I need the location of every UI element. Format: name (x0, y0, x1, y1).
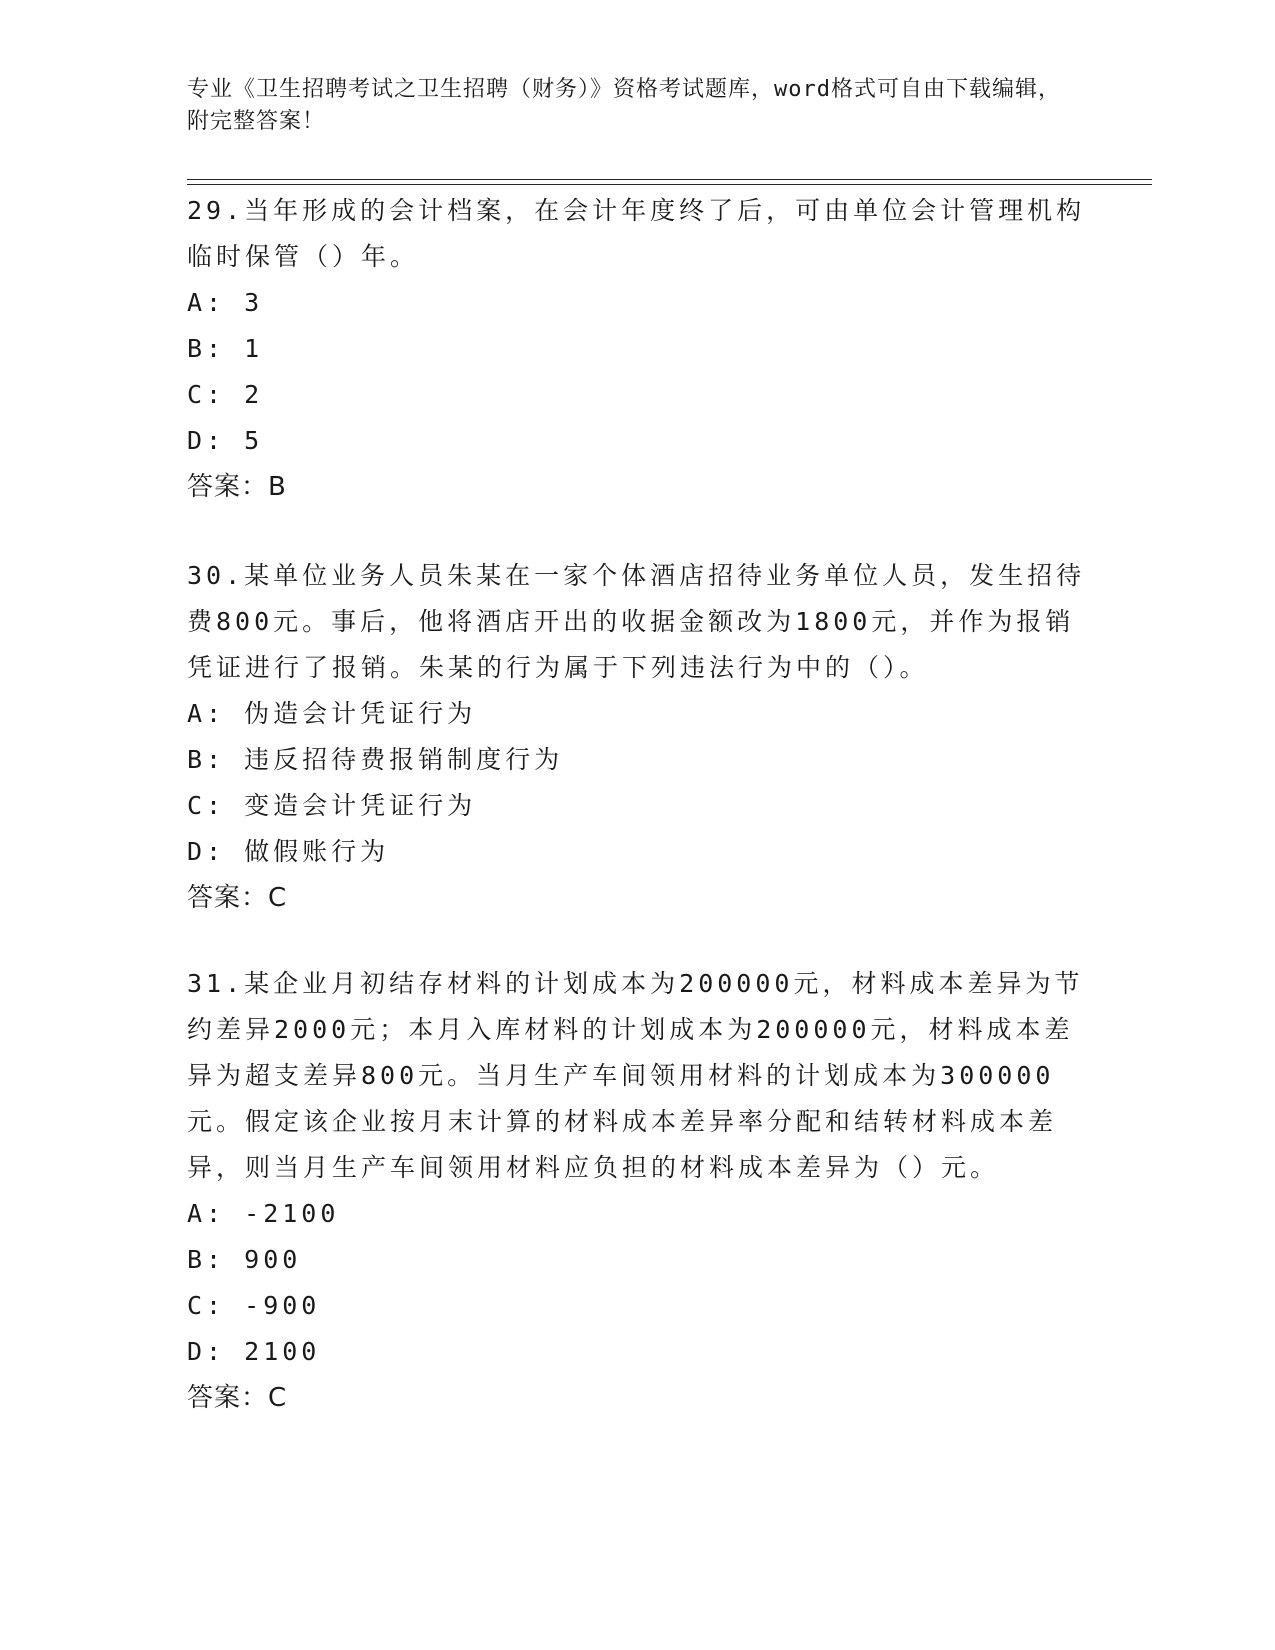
option-a: A: 3 (187, 288, 264, 317)
answer-label: 答案：C (187, 1383, 288, 1413)
option-d: D: 做假账行为 (187, 837, 390, 866)
option-b: B: 1 (187, 334, 264, 363)
answer-label: 答案：B (187, 472, 287, 502)
question-text: 30.某单位业务人员朱某在一家个体酒店招待业务单位人员，发生招待费800元。事后，他将酒店开出的收据金额改为1800元，并作为报销凭证进行了报销。朱某的行为属于下列违法行为中的（）。 (187, 561, 1086, 682)
option-c: C: 2 (187, 380, 264, 409)
question-29 (187, 188, 1087, 510)
document-header: 专业《卫生招聘考试之卫生招聘（财务）》资格考试题库，word格式可自由下载编辑，附完整答案！ (187, 77, 1061, 134)
question-text: 29.当年形成的会计档案，在会计年度终了后，可由单位会计管理机构临时保管（）年。 (187, 196, 1086, 271)
option-c: C: 变造会计凭证行为 (187, 791, 477, 820)
question-30 (187, 553, 1087, 921)
header-divider-line (187, 184, 1152, 185)
question-31 (187, 961, 1087, 1421)
option-a: A: -2100 (187, 1199, 340, 1228)
option-b: B: 900 (187, 1245, 302, 1274)
option-d: D: 5 (187, 426, 264, 455)
option-d: D: 2100 (187, 1337, 321, 1366)
option-b: B: 违反招待费报销制度行为 (187, 745, 564, 774)
question-text: 31.某企业月初结存材料的计划成本为200000元，材料成本差异为节约差异2000元；本月入库材料的计划成本为200000元，材料成本差异为超支差异800元。当月生产车间领用材料的计划成本为300000元。假定该企业按月末计算的材料成本差异率分配和结转材料成本差异，则当月生产车间领用材料应负担的材料成本差异为（）元。 (187, 969, 1084, 1182)
option-a: A: 伪造会计凭证行为 (187, 699, 477, 728)
header-divider-line (187, 179, 1152, 180)
option-c: C: -900 (187, 1291, 321, 1320)
answer-label: 答案：C (187, 883, 288, 913)
